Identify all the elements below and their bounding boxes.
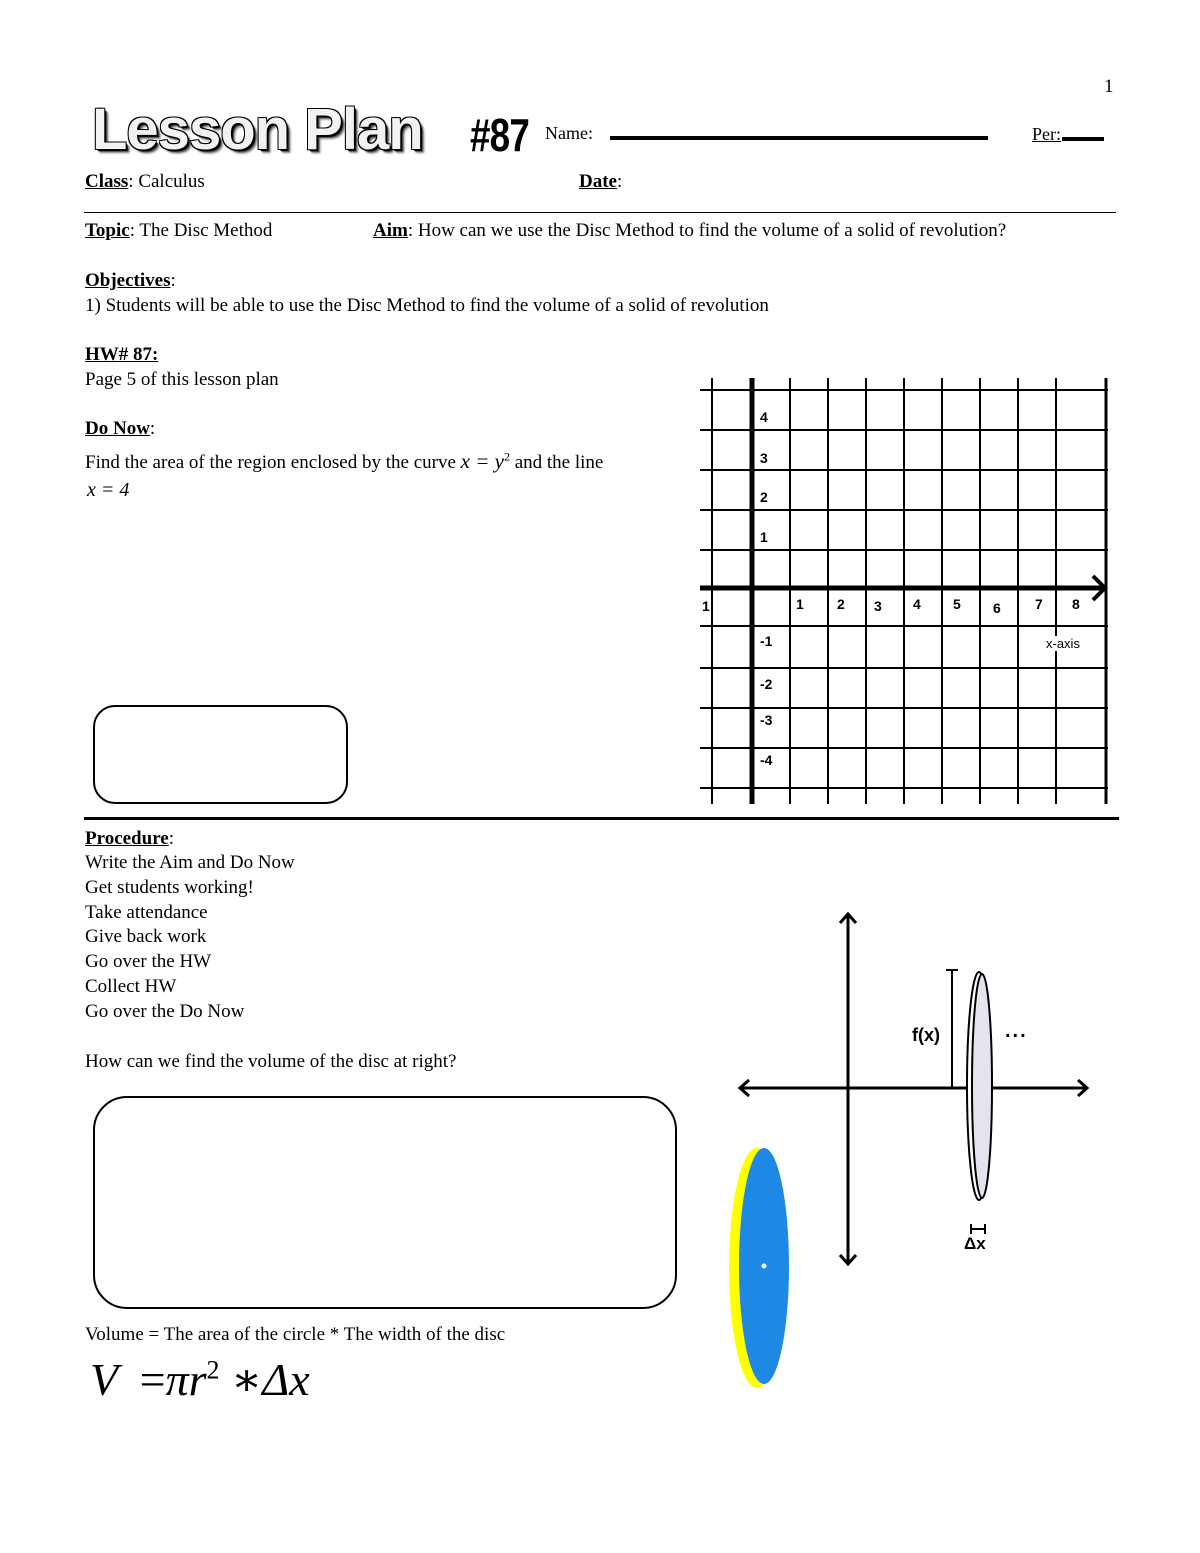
formula-v: V: [90, 1354, 119, 1405]
x-label-neg1: 1: [702, 598, 710, 614]
per-label: Per:: [1032, 124, 1061, 144]
y-label-3: 3: [760, 450, 768, 466]
line-equation: x = 4: [87, 479, 130, 501]
date-label: Date: [579, 171, 617, 192]
aim-label: Aim: [373, 220, 408, 241]
procedure-step: Give back work: [85, 926, 207, 947]
objective-item: 1) Students will be able to use the Disc Method to find the volume of a solid of revolution: [85, 295, 769, 316]
disc-answer-box[interactable]: [93, 1096, 677, 1309]
procedure-step: Go over the HW: [85, 951, 212, 972]
curve-equation: x = y: [460, 449, 504, 473]
formula-exponent: 2: [206, 1355, 220, 1385]
disc-question: How can we find the volume of the disc at right?: [85, 1051, 457, 1072]
thin-disc-front: [972, 974, 992, 1198]
aim-value: : How can we use the Disc Method to find the volume of a solid of revolution?: [407, 220, 1007, 241]
procedure-step: Take attendance: [85, 902, 208, 923]
procedure-step: Collect HW: [85, 976, 177, 997]
x-label-3: 3: [874, 598, 882, 614]
volume-formula: [90, 1352, 310, 1406]
y-label-neg3: -3: [760, 712, 773, 728]
procedure-step: Get students working!: [85, 877, 254, 898]
do-now-text-before: Find the area of the region enclosed by the curve: [85, 452, 456, 473]
do-now-suffix: :: [149, 418, 156, 439]
aim-row: [373, 220, 1006, 242]
formula-delta-x: Δx: [262, 1354, 310, 1405]
y-label-1: 1: [760, 529, 768, 545]
colored-disc-svg: [724, 1144, 794, 1390]
objectives-suffix: :: [170, 270, 176, 291]
do-now-answer-box[interactable]: [93, 705, 348, 804]
x-label-4: 4: [913, 596, 921, 612]
y-label-neg4: -4: [760, 752, 773, 768]
x-axis-label: x-axis: [1046, 636, 1080, 651]
class-value: : Calculus: [128, 171, 205, 192]
volume-text: Volume = The area of the circle * The width of the disc: [85, 1324, 506, 1345]
colored-disc: [724, 1144, 794, 1390]
lesson-number: #87: [470, 109, 529, 161]
y-label-2: 2: [760, 489, 768, 505]
topic-label: Topic: [85, 220, 130, 241]
procedure-suffix: :: [168, 828, 174, 849]
lesson-plan-title: Lesson Plan: [92, 97, 423, 162]
do-now-text-after: and the line: [514, 452, 604, 473]
x-label-5: 5: [953, 596, 961, 612]
coordinate-grid: [700, 378, 1112, 804]
y-label-neg2: -2: [760, 676, 773, 692]
header-divider: [84, 212, 1116, 213]
homework-label: HW# 87:: [85, 344, 159, 365]
x-label-1: 1: [796, 596, 804, 612]
name-field-line[interactable]: [610, 136, 988, 140]
date-row: [579, 171, 622, 193]
procedure-heading: [85, 828, 174, 850]
formula-equals: =: [139, 1354, 166, 1405]
x-label-2: 2: [837, 596, 845, 612]
x-label-6: 6: [993, 600, 1001, 616]
ellipsis-label: ...: [1005, 1020, 1028, 1042]
topic-row: [85, 220, 272, 242]
x-label-8: 8: [1072, 596, 1080, 612]
procedure-step: Go over the Do Now: [85, 1001, 245, 1022]
procedure-label: Procedure: [85, 828, 169, 849]
y-label-4: 4: [760, 409, 768, 425]
formula-times: ∗: [231, 1354, 263, 1405]
x-label-7: 7: [1035, 596, 1043, 612]
objectives-heading: [85, 270, 176, 292]
do-now-text: [85, 449, 603, 474]
homework-text: Page 5 of this lesson plan: [85, 369, 279, 390]
curve-exponent: 2: [503, 449, 510, 464]
procedure-step: Write the Aim and Do Now: [85, 852, 295, 873]
per-field-line[interactable]: [1062, 137, 1104, 141]
y-label-neg1: -1: [760, 633, 773, 649]
do-now-label: Do Now: [85, 418, 150, 439]
grid-svg: [700, 378, 1112, 804]
date-suffix: :: [616, 171, 623, 192]
fx-label: f(x): [912, 1025, 940, 1045]
objectives-label: Objectives: [85, 270, 171, 291]
class-label: Class: [85, 171, 129, 192]
formula-pi-r: πr: [165, 1354, 207, 1405]
topic-value: : The Disc Method: [129, 220, 273, 241]
delta-x-label: Δx: [964, 1234, 986, 1253]
class-row: [85, 171, 205, 193]
section-divider: [84, 817, 1119, 820]
disc-center-dot: [762, 1264, 767, 1269]
page-number: 1: [1104, 76, 1114, 97]
name-label: Name:: [545, 123, 593, 143]
do-now-heading: [85, 418, 155, 440]
